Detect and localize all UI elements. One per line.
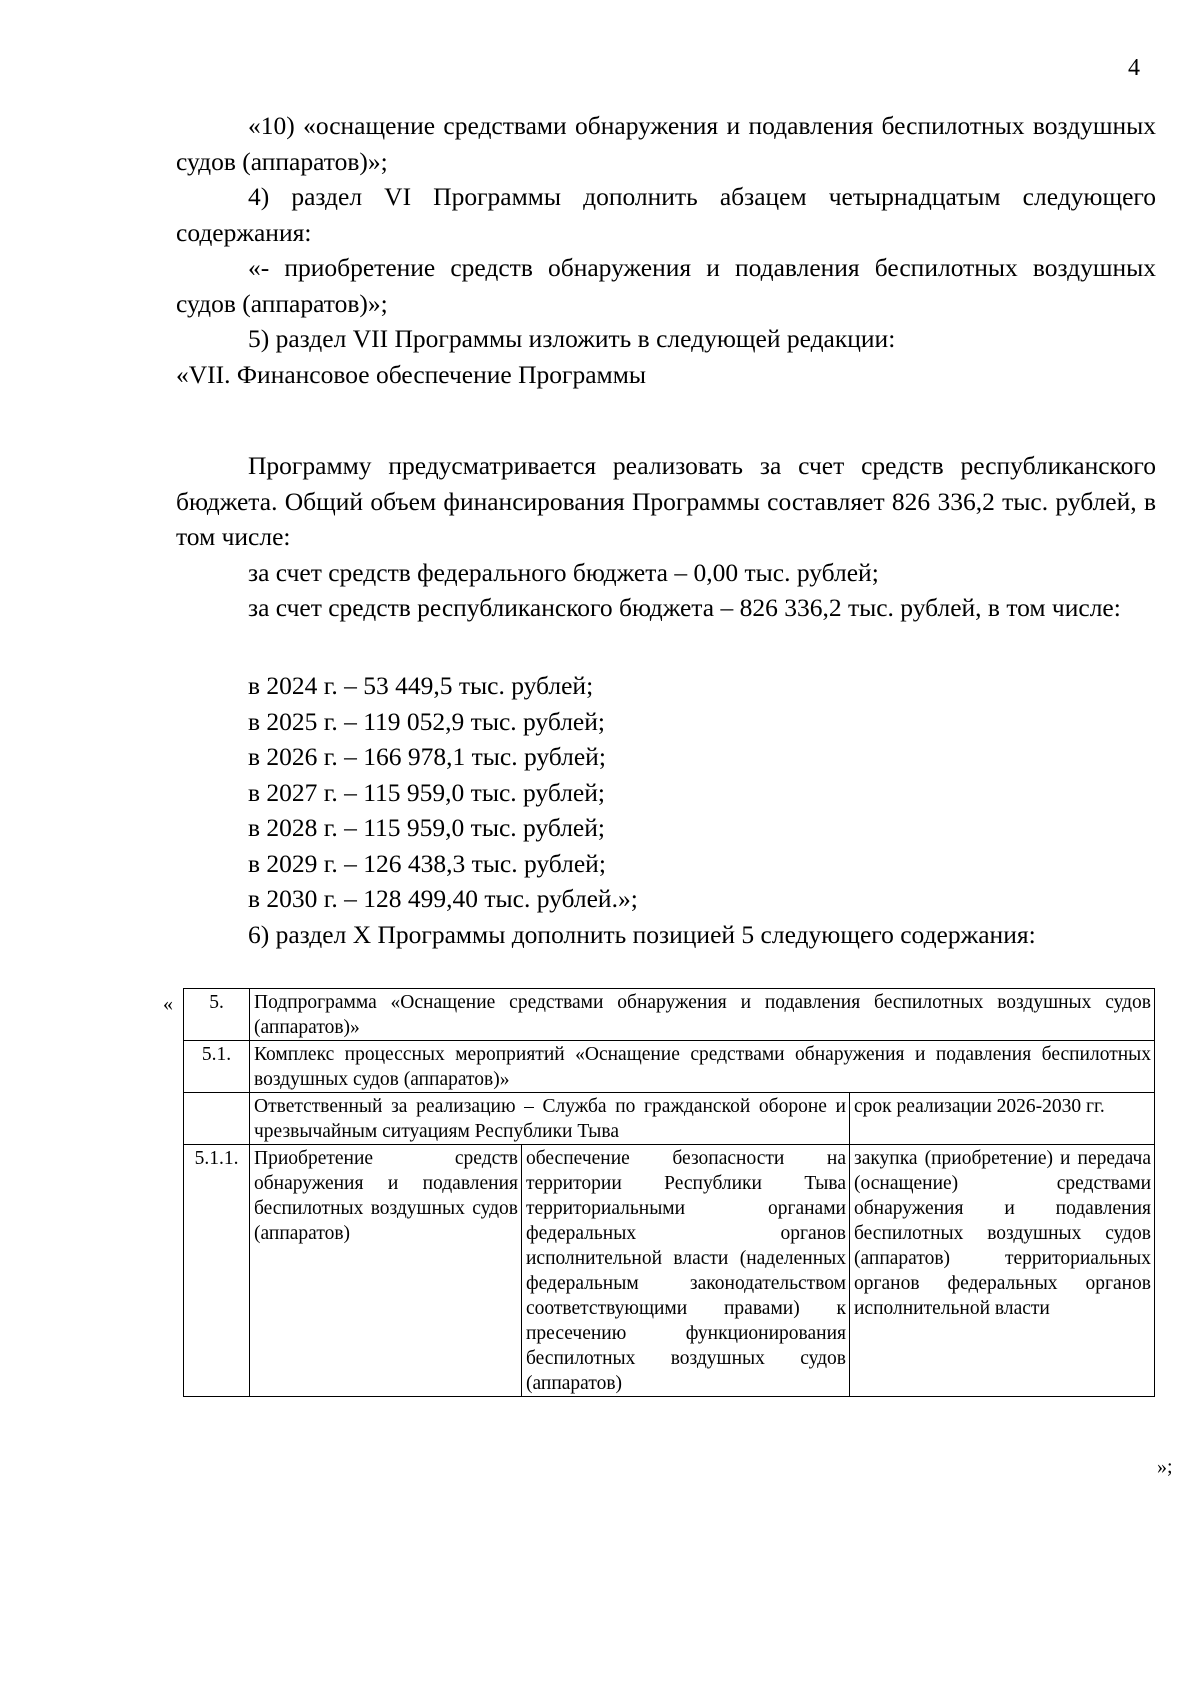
funding-republic: за счет средств республиканского бюджета – 826 336,2 тыс. рублей, в том числе: (248, 593, 1121, 622)
funding-intro: Программу предусматривается реализовать за счет средств республиканского бюджета. Общий объем финансирования Программы составляет 826 336,2 тыс. рублей, в том числе: (176, 451, 1156, 551)
row-number: 5.1. (184, 1041, 250, 1093)
effect-cell: обеспечение безопасности на территории Республики Тыва территориальными органами федеральных органов исполнительной власти (наделенных федеральным законодательством соответствующими правами) к пресечению функционирования беспилотных воздушных судов (аппаратов) (522, 1145, 850, 1397)
paragraph-4-quote: «- приобретение средств обнаружения и подавления беспилотных воздушных судов (аппаратов)»; (176, 253, 1156, 318)
year-line: в 2025 г. – 119 052,9 тыс. рублей; (248, 706, 605, 736)
funding-federal: за счет средств федерального бюджета – 0,00 тыс. рублей; (248, 557, 879, 587)
row-number: 5. (184, 989, 250, 1041)
funding-block (176, 448, 1156, 626)
section-heading: «VII. Финансовое обеспечение Программы (176, 359, 646, 389)
year-line: в 2029 г. – 126 438,3 тыс. рублей; (248, 848, 606, 878)
funding-years-list (248, 668, 1156, 952)
table-close-quote: »; (1157, 1456, 1173, 1478)
empty-cell (184, 1093, 250, 1145)
paragraph-6: 6) раздел X Программы дополнить позицией 5 следующего содержания: (248, 919, 1036, 949)
task-cell: Приобретение средств обнаружения и подавления беспилотных воздушных судов (аппаратов) (250, 1145, 522, 1397)
program-position-table (183, 988, 1155, 1397)
year-line: в 2028 г. – 115 959,0 тыс. рублей; (248, 813, 605, 842)
row-number: 5.1.1. (184, 1145, 250, 1397)
result-cell: закупка (приобретение) и передача (оснащение) средствами обнаружения и подавления беспилотных воздушных судов (аппаратов) территориальных органов федеральных органов исполнительной власти (850, 1145, 1155, 1397)
paragraph-4: 4) раздел VI Программы дополнить абзацем четырнадцатым следующего содержания: (176, 182, 1156, 247)
year-line: в 2027 г. – 115 959,0 тыс. рублей; (248, 777, 605, 807)
process-complex-title: Комплекс процессных мероприятий «Оснащение средствами обнаружения и подавления беспилотных воздушных судов (аппаратов)» (250, 1041, 1155, 1093)
year-line: в 2026 г. – 166 978,1 тыс. рублей; (248, 742, 606, 771)
term-cell: срок реализации 2026-2030 гг. (850, 1093, 1155, 1145)
table-row (184, 1093, 1155, 1145)
responsible-cell: Ответственный за реализацию – Служба по гражданской обороне и чрезвычайным ситуациям Республики Тыва (250, 1093, 850, 1145)
table-row (184, 1041, 1155, 1093)
table-row (184, 1145, 1155, 1397)
table-row (184, 989, 1155, 1041)
year-line: в 2024 г. – 53 449,5 тыс. рублей; (248, 671, 594, 700)
page-number: 4 (1128, 55, 1140, 81)
amendments-block (176, 108, 1156, 392)
paragraph-10: «10) «оснащение средствами обнаружения и подавления беспилотных воздушных судов (аппаратов)»; (176, 111, 1156, 176)
paragraph-5: 5) раздел VII Программы изложить в следующей редакции: (248, 324, 896, 353)
subprogram-title: Подпрограмма «Оснащение средствами обнаружения и подавления беспилотных воздушных судов (аппаратов)» (250, 989, 1155, 1041)
table-open-quote: « (163, 993, 173, 1015)
year-line: в 2030 г. – 128 499,40 тыс. рублей.»; (248, 884, 638, 913)
